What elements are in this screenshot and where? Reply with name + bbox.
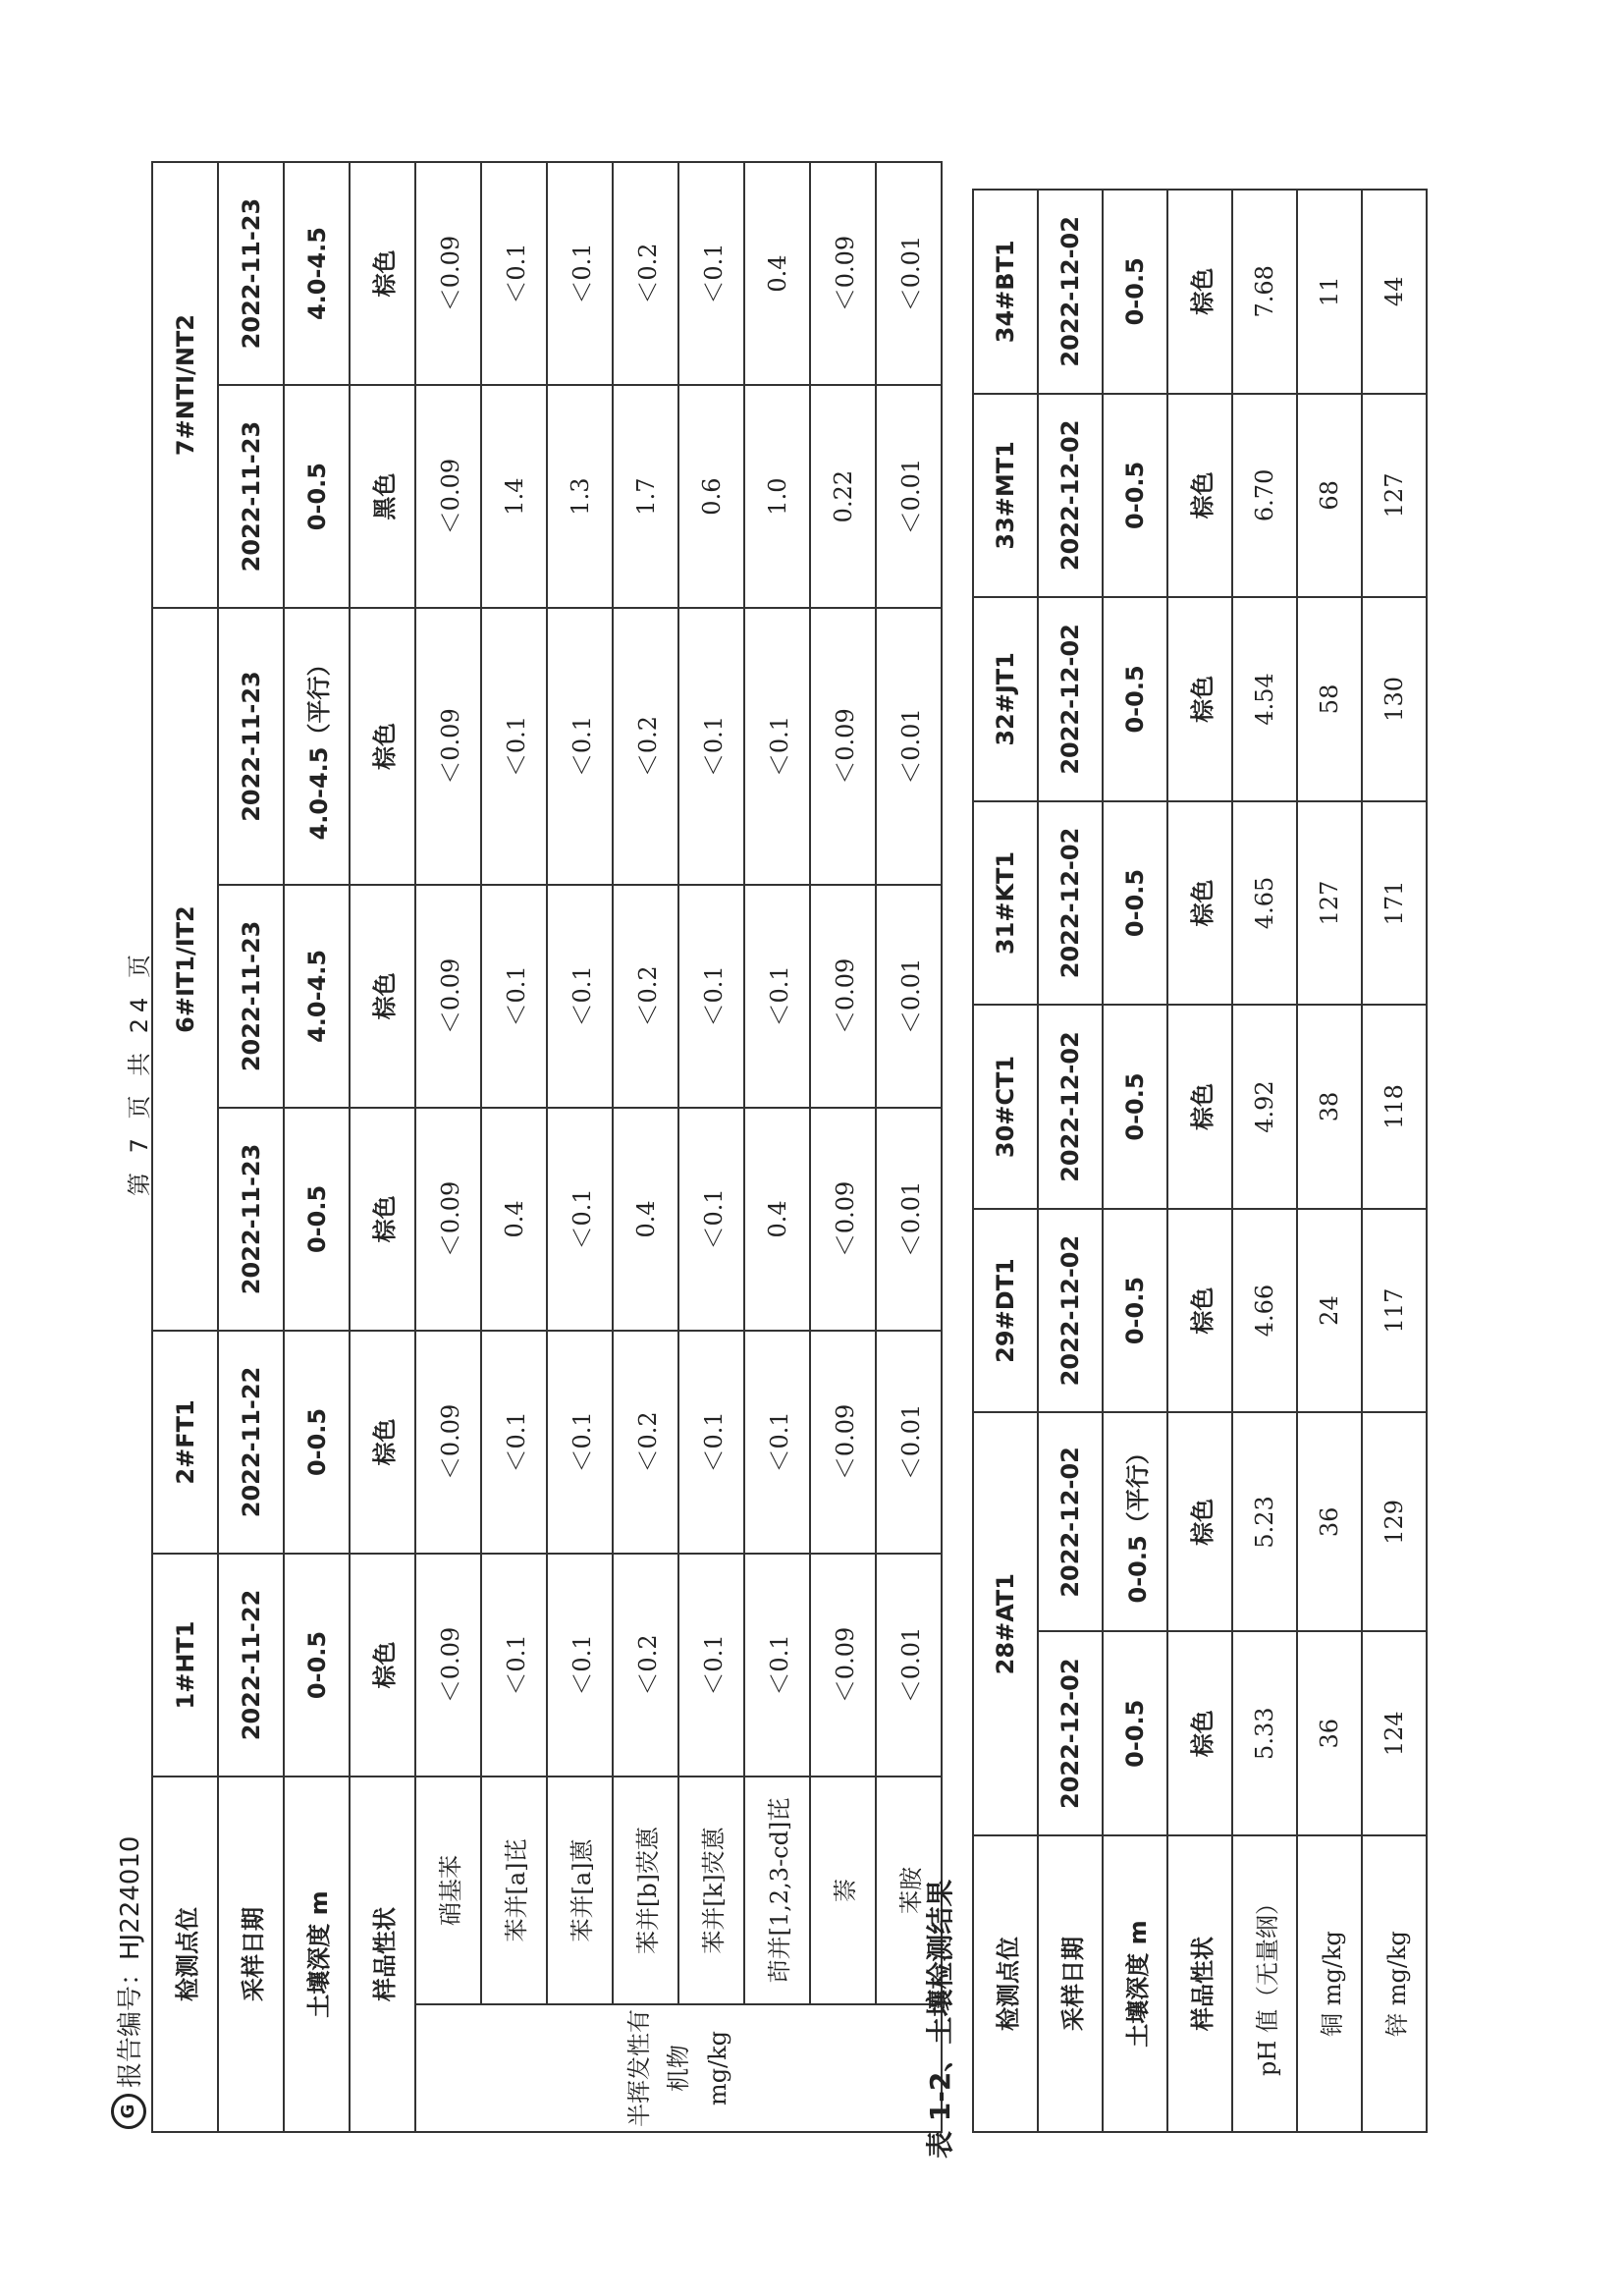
- value-cell: ＜0.1: [547, 1554, 613, 1777]
- table-row: [613, 162, 678, 2132]
- table-row: [876, 162, 942, 2132]
- value-cell: ＜0.09: [810, 608, 876, 885]
- property-cell: 棕色: [350, 608, 415, 885]
- depth-cell: 0-0.5: [1103, 1631, 1167, 1835]
- property-cell: 棕色: [350, 1108, 415, 1331]
- row-header-depth: 土壤深度 m: [284, 1777, 350, 2132]
- table-row: [415, 162, 481, 2132]
- property-cell: 棕色: [350, 162, 415, 385]
- value-cell: ＜0.01: [876, 608, 942, 885]
- row-header-depth: 土壤深度 m: [1103, 1835, 1167, 2132]
- group-label: 半挥发性有机物 mg/kg: [415, 2004, 942, 2132]
- date-cell: 2022-12-02: [1038, 1412, 1103, 1631]
- depth-cell: 0-0.5: [1103, 801, 1167, 1006]
- table-row: [152, 162, 218, 2132]
- value-cell: ＜0.1: [547, 1108, 613, 1331]
- analyte-name: 萘: [810, 1777, 876, 2004]
- table-row: [218, 162, 284, 2132]
- value-cell: ＜0.01: [876, 885, 942, 1108]
- value-cell: ＜0.1: [547, 885, 613, 1108]
- point-cell: 34#BT1: [973, 190, 1038, 394]
- value-cell: ＜0.09: [810, 162, 876, 385]
- page-number: 第 7 页 共 24 页: [126, 949, 153, 1196]
- value-cell: 0.22: [810, 385, 876, 608]
- value-cell: 38: [1297, 1005, 1362, 1209]
- property-cell: 棕色: [1167, 1005, 1232, 1209]
- value-cell: ＜0.1: [481, 885, 547, 1108]
- value-cell: ＜0.01: [876, 1331, 942, 1554]
- table-row: [1167, 190, 1232, 2132]
- value-cell: 36: [1297, 1631, 1362, 1835]
- point-cell: 28#AT1: [973, 1412, 1038, 1835]
- depth-cell: 0-0.5: [284, 1331, 350, 1554]
- value-cell: ＜0.09: [415, 385, 481, 608]
- value-cell: ＜0.09: [810, 1108, 876, 1331]
- point-cell: 6#IT1/IT2: [152, 608, 218, 1331]
- date-cell: 2022-12-02: [1038, 394, 1103, 598]
- table-caption: 表 1-2、土壤检测结果: [924, 1879, 956, 2159]
- value-cell: ＜0.1: [547, 1331, 613, 1554]
- row-header-date: 采样日期: [218, 1777, 284, 2132]
- property-cell: 棕色: [1167, 1209, 1232, 1413]
- date-cell: 2022-11-23: [218, 1108, 284, 1331]
- date-cell: 2022-12-02: [1038, 1209, 1103, 1413]
- table-semivolatile: [151, 161, 943, 2133]
- value-cell: 11: [1297, 190, 1362, 394]
- depth-cell: 0-0.5（平行）: [1103, 1412, 1167, 1631]
- value-cell: ＜0.2: [613, 1331, 678, 1554]
- table-row: [284, 162, 350, 2132]
- table-row: [810, 162, 876, 2132]
- value-cell: 4.54: [1232, 597, 1297, 801]
- date-cell: 2022-11-23: [218, 385, 284, 608]
- value-cell: ＜0.2: [613, 1554, 678, 1777]
- analyte-name: 苯胺: [876, 1777, 942, 2004]
- value-cell: 7.68: [1232, 190, 1297, 394]
- analyte-name: pH 值（无量纲）: [1232, 1835, 1297, 2132]
- value-cell: ＜0.1: [678, 1108, 744, 1331]
- value-cell: ＜0.1: [744, 1554, 810, 1777]
- value-cell: ＜0.09: [415, 1554, 481, 1777]
- value-cell: 0.4: [613, 1108, 678, 1331]
- value-cell: ＜0.1: [547, 608, 613, 885]
- depth-cell: 4.0-4.5: [284, 885, 350, 1108]
- value-cell: 1.0: [744, 385, 810, 608]
- value-cell: ＜0.09: [810, 1331, 876, 1554]
- analyte-name: 苯并[b]荧蒽: [613, 1777, 678, 2004]
- date-cell: 2022-11-23: [218, 162, 284, 385]
- value-cell: 44: [1362, 190, 1427, 394]
- table-row: [678, 162, 744, 2132]
- value-cell: 127: [1362, 394, 1427, 598]
- table-row: [1103, 190, 1167, 2132]
- value-cell: ＜0.1: [744, 885, 810, 1108]
- point-cell: 32#JT1: [973, 597, 1038, 801]
- point-cell: 7#NTI/NT2: [152, 162, 218, 608]
- value-cell: 4.65: [1232, 801, 1297, 1006]
- point-cell: 30#CT1: [973, 1005, 1038, 1209]
- date-cell: 2022-12-02: [1038, 597, 1103, 801]
- date-cell: 2022-11-23: [218, 608, 284, 885]
- date-cell: 2022-12-02: [1038, 190, 1103, 394]
- table-row: [1297, 190, 1362, 2132]
- value-cell: 130: [1362, 597, 1427, 801]
- value-cell: ＜0.1: [744, 608, 810, 885]
- value-cell: ＜0.1: [481, 1554, 547, 1777]
- value-cell: 117: [1362, 1209, 1427, 1413]
- property-cell: 棕色: [350, 885, 415, 1108]
- value-cell: 0.4: [744, 1108, 810, 1331]
- value-cell: 0.4: [744, 162, 810, 385]
- value-cell: 1.4: [481, 385, 547, 608]
- depth-cell: 0-0.5: [284, 1554, 350, 1777]
- value-cell: 118: [1362, 1005, 1427, 1209]
- value-cell: 4.66: [1232, 1209, 1297, 1413]
- date-cell: 2022-12-02: [1038, 1005, 1103, 1209]
- table-row: [1038, 190, 1103, 2132]
- property-cell: 棕色: [1167, 394, 1232, 598]
- value-cell: ＜0.1: [481, 162, 547, 385]
- depth-cell: 4.0-4.5（平行）: [284, 608, 350, 885]
- value-cell: ＜0.09: [415, 608, 481, 885]
- value-cell: 0.4: [481, 1108, 547, 1331]
- value-cell: 1.7: [613, 385, 678, 608]
- property-cell: 棕色: [1167, 190, 1232, 394]
- table-row: [1232, 190, 1297, 2132]
- date-cell: 2022-11-22: [218, 1331, 284, 1554]
- value-cell: ＜0.09: [810, 885, 876, 1108]
- row-header-property: 样品性状: [1167, 1835, 1232, 2132]
- point-cell: 2#FT1: [152, 1331, 218, 1554]
- value-cell: ＜0.2: [613, 608, 678, 885]
- value-cell: ＜0.09: [415, 1331, 481, 1554]
- property-cell: 棕色: [1167, 597, 1232, 801]
- table-row: [744, 162, 810, 2132]
- report-header: [110, 1836, 146, 2129]
- value-cell: ＜0.09: [810, 1554, 876, 1777]
- analyte-name: 苯并[a]蒽: [547, 1777, 613, 2004]
- value-cell: 6.70: [1232, 394, 1297, 598]
- value-cell: ＜0.1: [547, 162, 613, 385]
- value-cell: ＜0.2: [613, 885, 678, 1108]
- value-cell: 4.92: [1232, 1005, 1297, 1209]
- depth-cell: 0-0.5: [1103, 190, 1167, 394]
- value-cell: ＜0.09: [415, 162, 481, 385]
- value-cell: 0.6: [678, 385, 744, 608]
- value-cell: ＜0.2: [613, 162, 678, 385]
- point-cell: 1#HT1: [152, 1554, 218, 1777]
- analyte-name: 苯并[k]荧蒽: [678, 1777, 744, 2004]
- value-cell: ＜0.09: [415, 1108, 481, 1331]
- value-cell: 129: [1362, 1412, 1427, 1631]
- analyte-name: 铜 mg/kg: [1297, 1835, 1362, 2132]
- point-cell: 31#KT1: [973, 801, 1038, 1006]
- analyte-name: 茚并[1,2,3-cd]芘: [744, 1777, 810, 2004]
- depth-cell: 4.0-4.5: [284, 162, 350, 385]
- value-cell: ＜0.1: [678, 1331, 744, 1554]
- point-cell: 29#DT1: [973, 1209, 1038, 1413]
- table-row: [973, 190, 1038, 2132]
- value-cell: ＜0.1: [744, 1331, 810, 1554]
- value-cell: 124: [1362, 1631, 1427, 1835]
- row-header-date: 采样日期: [1038, 1835, 1103, 2132]
- value-cell: ＜0.1: [678, 608, 744, 885]
- property-cell: 棕色: [1167, 1412, 1232, 1631]
- value-cell: 1.3: [547, 385, 613, 608]
- analyte-name: 苯并[a]芘: [481, 1777, 547, 2004]
- value-cell: 68: [1297, 394, 1362, 598]
- date-cell: 2022-11-23: [218, 885, 284, 1108]
- depth-cell: 0-0.5: [1103, 1209, 1167, 1413]
- value-cell: 171: [1362, 801, 1427, 1006]
- col-header-point: 检测点位: [152, 1777, 218, 2132]
- date-cell: 2022-12-02: [1038, 801, 1103, 1006]
- table-row: [547, 162, 613, 2132]
- col-header-point: 检测点位: [973, 1835, 1038, 2132]
- value-cell: ＜0.01: [876, 1554, 942, 1777]
- property-cell: 棕色: [350, 1331, 415, 1554]
- value-cell: 58: [1297, 597, 1362, 801]
- depth-cell: 0-0.5: [1103, 597, 1167, 801]
- value-cell: ＜0.1: [481, 1331, 547, 1554]
- value-cell: ＜0.1: [678, 1554, 744, 1777]
- row-header-property: 样品性状: [350, 1777, 415, 2132]
- report-number: 报告编号：HJ224010: [116, 1835, 145, 2088]
- property-cell: 棕色: [1167, 1631, 1232, 1835]
- value-cell: 36: [1297, 1412, 1362, 1631]
- analyte-name: 锌 mg/kg: [1362, 1835, 1427, 2132]
- value-cell: ＜0.1: [481, 608, 547, 885]
- date-cell: 2022-12-02: [1038, 1631, 1103, 1835]
- table-row: [481, 162, 547, 2132]
- value-cell: ＜0.09: [415, 885, 481, 1108]
- value-cell: 5.33: [1232, 1631, 1297, 1835]
- point-cell: 33#MT1: [973, 394, 1038, 598]
- value-cell: 24: [1297, 1209, 1362, 1413]
- value-cell: ＜0.1: [678, 885, 744, 1108]
- value-cell: ＜0.01: [876, 1108, 942, 1331]
- property-cell: 棕色: [350, 1554, 415, 1777]
- depth-cell: 0-0.5: [1103, 1005, 1167, 1209]
- value-cell: ＜0.1: [678, 162, 744, 385]
- analyte-name: 硝基苯: [415, 1777, 481, 2004]
- depth-cell: 0-0.5: [284, 385, 350, 608]
- value-cell: ＜0.01: [876, 385, 942, 608]
- property-cell: 黑色: [350, 385, 415, 608]
- table-row: [1362, 190, 1427, 2132]
- date-cell: 2022-11-22: [218, 1554, 284, 1777]
- depth-cell: 0-0.5: [1103, 394, 1167, 598]
- company-logo-icon: G: [111, 2094, 146, 2129]
- value-cell: ＜0.01: [876, 162, 942, 385]
- depth-cell: 0-0.5: [284, 1108, 350, 1331]
- table-row: [350, 162, 415, 2132]
- table-soil-results: [972, 189, 1428, 2133]
- value-cell: 127: [1297, 801, 1362, 1006]
- property-cell: 棕色: [1167, 801, 1232, 1006]
- value-cell: 5.23: [1232, 1412, 1297, 1631]
